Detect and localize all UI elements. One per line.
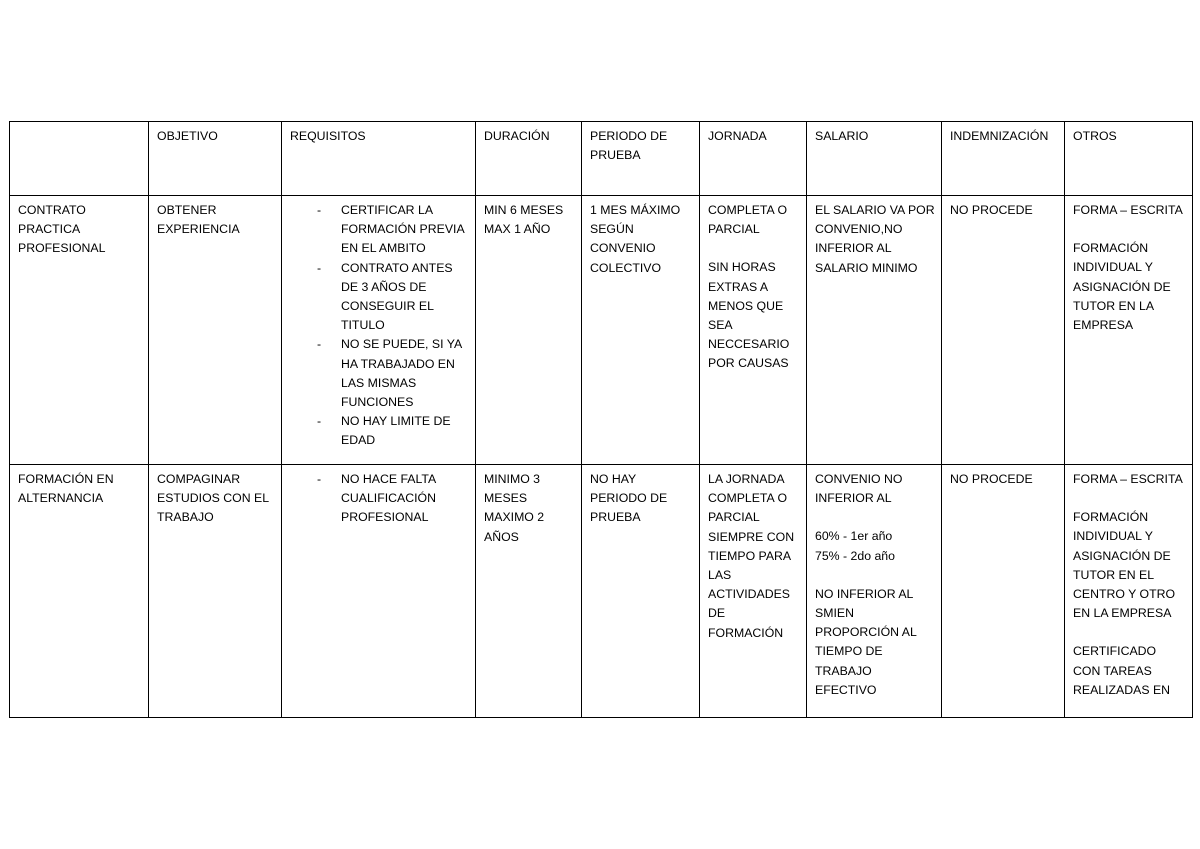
list-item: - CONTRATO ANTES DE 3 AÑOS DE CONSEGUIR EL TITULO [341,259,469,336]
otros-paragraph: FORMA – ESCRITA [1073,203,1183,217]
duracion-cell [476,196,582,465]
list-item: - NO HACE FALTA CUALIFICACIÓN PROFESIONAL [341,470,469,528]
indemnizacion-cell: NO PROCEDE [942,465,1065,718]
jornada-paragraph: COMPLETA O PARCIAL [708,203,788,237]
otros-paragraph: CERTIFICADO CON TAREAS REALIZADAS EN [1073,644,1171,697]
list-item: - NO HAY LIMITE DE EDAD [341,412,469,450]
salario-cell [807,465,942,718]
requisitos-list [290,201,469,451]
jornada-cell [700,196,807,465]
header-cell-jornada: JORNADA [700,122,807,196]
salario-paragraph: 75% - 2do año [815,548,895,563]
duracion-line: MAX 1 AÑO [484,222,551,237]
header-row [10,122,1193,196]
otros-paragraph: FORMA – ESCRITA [1073,472,1183,486]
objetivo-cell: OBTENER EXPERIENCIA [149,196,282,465]
duracion-line: MIN 6 MESES [484,203,564,217]
otros-paragraph: FORMACIÓN INDIVIDUAL Y ASIGNACIÓN DE TUTOR EN LA EMPRESA [1073,241,1171,333]
header-cell-otros: OTROS [1065,122,1193,196]
list-item: - CERTIFICAR LA FORMACIÓN PREVIA EN EL AMBITO [341,201,469,259]
jornada-cell [700,465,807,718]
header-cell-requisitos: REQUISITOS [282,122,476,196]
otros-cell [1065,465,1193,718]
table-row [10,465,1193,718]
salario-paragraph: EL SALARIO VA POR CONVENIO,NO INFERIOR AL SALARIO MINIMO [815,203,935,275]
salario-cell [807,196,942,465]
header-cell-empty [10,122,149,196]
otros-paragraph: FORMACIÓN INDIVIDUAL Y ASIGNACIÓN DE TUTOR EN EL CENTRO Y OTRO EN LA EMPRESA [1073,510,1176,621]
otros-cell [1065,196,1193,465]
header-cell-periodo-prueba: PERIODO DE PRUEBA [582,122,700,196]
table-row [10,196,1193,465]
header-cell-salario: SALARIO [807,122,942,196]
duracion-line: MINIMO 3 MESES MAXIMO 2 AÑOS [484,472,545,544]
duracion-cell [476,465,582,718]
contract-type-cell: FORMACIÓN EN ALTERNANCIA [10,465,149,718]
jornada-paragraph: LA JORNADA COMPLETA O PARCIAL SIEMPRE CON TIEMPO PARA LAS ACTIVIDADES DE FORMACIÓN [708,472,795,640]
periodo-prueba-cell: 1 MES MÁXIMO SEGÚN CONVENIO COLECTIVO [582,196,700,465]
list-item: - NO SE PUEDE, SI YA HA TRABAJADO EN LAS MISMAS FUNCIONES [341,335,469,412]
objetivo-cell: COMPAGINAR ESTUDIOS CON EL TRABAJO [149,465,282,718]
header-cell-duracion: DURACIÓN [476,122,582,196]
header-cell-indemnizacion: INDEMNIZACIÓN [942,122,1065,196]
periodo-prueba-cell: NO HAY PERIODO DE PRUEBA [582,465,700,718]
salario-paragraph: 60% - 1er año [815,529,893,544]
header-cell-objetivo: OBJETIVO [149,122,282,196]
salario-paragraph: NO INFERIOR AL SMIEN PROPORCIÓN AL TIEMPO DE TRABAJO EFECTIVO [815,586,917,697]
contract-type-cell: CONTRATO PRACTICA PROFESIONAL [10,196,149,465]
jornada-paragraph: SIN HORAS EXTRAS A MENOS QUE SEA NECCESARIO POR CAUSAS [708,260,790,371]
contracts-table [9,121,1193,718]
requisitos-cell [282,465,476,718]
requisitos-cell [282,196,476,465]
requisitos-list [290,470,469,528]
indemnizacion-cell: NO PROCEDE [942,196,1065,465]
salario-paragraph: CONVENIO NO INFERIOR AL [815,472,903,506]
